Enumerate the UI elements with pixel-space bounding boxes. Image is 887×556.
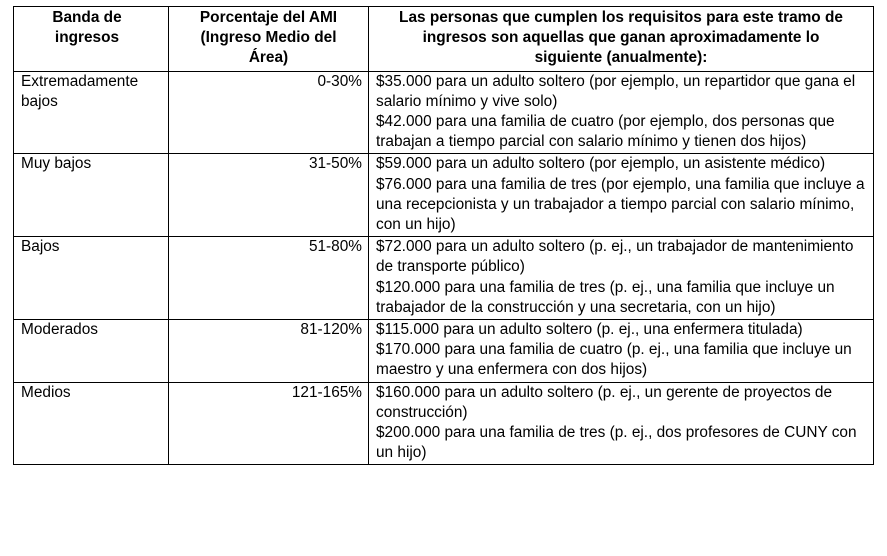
family-text: $42.000 para una familia de cuatro (por ejemplo, dos personas que trabajan a tiempo parcial con salario mínimo y tienen dos hijos) xyxy=(376,113,835,151)
percent-cell: 51-80% xyxy=(169,237,369,320)
table-header xyxy=(14,7,874,72)
description-cell xyxy=(369,320,874,383)
header-band: Banda de ingresos xyxy=(14,7,169,72)
band-cell: Moderados xyxy=(14,320,169,383)
description-cell xyxy=(369,71,874,154)
band-cell: Muy bajos xyxy=(14,154,169,237)
single-adult-text: $59.000 para un adulto soltero (por ejemplo, un asistente médico) xyxy=(376,155,826,173)
description-cell xyxy=(369,154,874,237)
table-row xyxy=(14,71,874,154)
percent-cell: 0-30% xyxy=(169,71,369,154)
single-adult-text: $160.000 para un adulto soltero (p. ej., un gerente de proyectos de construcción) xyxy=(376,383,833,421)
band-cell: Extremadamente bajos xyxy=(14,71,169,154)
percent-cell: 81-120% xyxy=(169,320,369,383)
family-text: $76.000 para una familia de tres (por ejemplo, una familia que incluye a una recepcionista y un trabajador a tiempo parcial con salario mínimo, con un hijo) xyxy=(376,175,865,234)
table-body xyxy=(14,71,874,465)
percent-cell: 121-165% xyxy=(169,382,369,465)
single-adult-text: $72.000 para un adulto soltero (p. ej., un trabajador de mantenimiento de transporte público) xyxy=(376,238,854,276)
single-adult-text: $35.000 para un adulto soltero (por ejemplo, un repartidor que gana el salario mínimo y vive solo) xyxy=(376,72,856,110)
single-adult-text: $115.000 para un adulto soltero (p. ej., una enfermera titulada) xyxy=(376,321,803,339)
description-cell xyxy=(369,382,874,465)
table-row xyxy=(14,154,874,237)
header-row xyxy=(14,7,874,72)
band-cell: Medios xyxy=(14,382,169,465)
table-row xyxy=(14,237,874,320)
table-row xyxy=(14,320,874,383)
family-text: $120.000 para una familia de tres (p. ej., una familia que incluye un trabajador de la construcción y una secretaria, con un hijo) xyxy=(376,278,835,316)
header-description: Las personas que cumplen los requisitos para este tramo de ingresos son aquellas que ganan aproximadamente lo siguiente (anualmente): xyxy=(369,7,874,72)
income-bands-table xyxy=(13,6,874,465)
description-cell xyxy=(369,237,874,320)
band-cell: Bajos xyxy=(14,237,169,320)
header-percent: Porcentaje del AMI (Ingreso Medio del Área) xyxy=(169,7,369,72)
percent-cell: 31-50% xyxy=(169,154,369,237)
family-text: $170.000 para una familia de cuatro (p. ej., una familia que incluye un maestro y una enfermera con dos hijos) xyxy=(376,341,852,379)
table-row xyxy=(14,382,874,465)
family-text: $200.000 para una familia de tres (p. ej., dos profesores de CUNY con un hijo) xyxy=(376,424,857,462)
